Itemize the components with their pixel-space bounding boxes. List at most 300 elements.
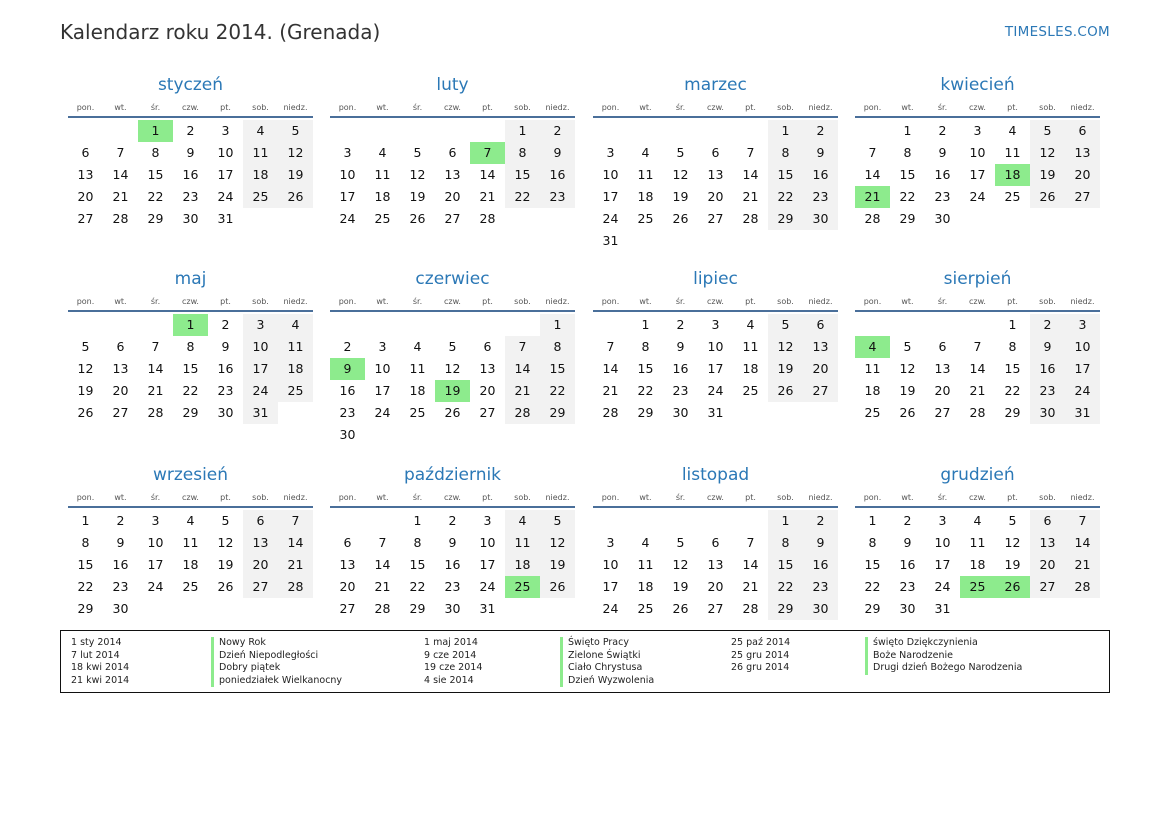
month-name: kwiecień [940, 75, 1015, 95]
calendar-day: 5 [1030, 120, 1065, 142]
calendar-day: 14 [742, 167, 759, 182]
calendar-day: 17 [969, 167, 986, 182]
calendar-day: 11 [374, 167, 391, 182]
calendar-day: 27 [707, 601, 724, 616]
calendar-day: 10 [479, 535, 496, 550]
calendar-day: 21 [602, 383, 619, 398]
calendar-day: 23 [803, 186, 838, 208]
calendar-day: 7 [746, 535, 755, 550]
calendar-day: 15 [147, 167, 164, 182]
month-block [68, 269, 313, 449]
calendar-day: 11 [864, 361, 881, 376]
calendar-day: 22 [768, 186, 803, 208]
weekday-label: śr. [150, 297, 161, 306]
weekday-label: niedz. [545, 297, 570, 306]
legend-date: 9 cze 2014 [424, 649, 477, 661]
calendar-day: 4 [1008, 123, 1017, 138]
weekday-label: niedz. [283, 493, 308, 502]
calendar-day: 31 [707, 405, 724, 420]
calendar-day: 10 [217, 145, 234, 160]
weekday-label: pon. [601, 297, 620, 306]
calendar-day: 8 [768, 532, 803, 554]
calendar-day: 9 [448, 535, 457, 550]
weekday-label: czw. [969, 103, 986, 112]
calendar-day: 6 [803, 314, 838, 336]
weekday-label: czw. [182, 297, 199, 306]
calendar-day: 4 [378, 145, 387, 160]
calendar-day: 13 [707, 557, 724, 572]
calendar-day: 7 [278, 510, 313, 532]
calendar-day: 30 [672, 405, 689, 420]
calendar-day: 11 [637, 167, 654, 182]
calendar-day: 13 [77, 167, 94, 182]
calendar-day: 3 [606, 535, 615, 550]
calendar-day: 29 [864, 601, 881, 616]
calendar-day: 18 [637, 579, 654, 594]
calendar-day: 1 [768, 120, 803, 142]
holiday-day: 25 [960, 576, 995, 598]
calendar-day: 1 [505, 120, 540, 142]
calendar-day: 28 [147, 405, 164, 420]
weekday-label: wt. [376, 493, 389, 502]
weekday-label: czw. [707, 297, 724, 306]
weekday-label: pon. [863, 103, 882, 112]
calendar-day: 17 [479, 557, 496, 572]
calendar-day: 17 [339, 189, 356, 204]
calendar-day: 20 [803, 358, 838, 380]
legend-date: 1 maj 2014 [424, 637, 478, 648]
month-block [855, 465, 1100, 645]
calendar-day: 3 [938, 513, 947, 528]
calendar-day: 2 [116, 513, 125, 528]
calendar-day: 7 [1065, 510, 1100, 532]
calendar-day: 20 [1065, 164, 1100, 186]
legend-names [560, 637, 654, 687]
weekday-label: sob. [252, 297, 269, 306]
weekday-label: pt. [482, 493, 493, 502]
calendar-day: 12 [672, 557, 689, 572]
calendar-day: 24 [147, 579, 164, 594]
calendar-day: 30 [803, 208, 838, 230]
calendar-day: 30 [803, 598, 838, 620]
calendar-day: 10 [339, 167, 356, 182]
calendar-day: 18 [969, 557, 986, 572]
legend-date: 25 paź 2014 [731, 637, 791, 648]
calendar-day: 19 [540, 554, 575, 576]
month-block [855, 269, 1100, 449]
calendar-day: 24 [374, 405, 391, 420]
calendar-day: 15 [864, 557, 881, 572]
calendar-day: 14 [864, 167, 881, 182]
calendar-day: 8 [186, 339, 195, 354]
calendar-day: 12 [899, 361, 916, 376]
calendar-day: 27 [479, 405, 496, 420]
calendar-day: 23 [182, 189, 199, 204]
weekday-label: pt. [482, 297, 493, 306]
calendar-day: 31 [217, 211, 234, 226]
calendar-day: 23 [934, 189, 951, 204]
calendar-day: 9 [540, 142, 575, 164]
calendar-day: 26 [278, 186, 313, 208]
holiday-day: 19 [435, 380, 470, 402]
calendar-day: 15 [182, 361, 199, 376]
calendar-day: 16 [672, 361, 689, 376]
month-block [593, 465, 838, 645]
calendar-day: 14 [969, 361, 986, 376]
calendar-day: 10 [374, 361, 391, 376]
holiday-day: 26 [995, 576, 1030, 598]
legend-holiday-name: Ciało Chrystusa [560, 662, 654, 675]
calendar-day: 1 [81, 513, 90, 528]
calendar-day: 1 [1008, 317, 1017, 332]
weekday-label: pt. [1007, 297, 1018, 306]
calendar-day: 17 [147, 557, 164, 572]
calendar-day: 23 [672, 383, 689, 398]
holiday-day: 1 [138, 120, 173, 142]
calendar-day: 19 [278, 164, 313, 186]
calendar-day: 20 [444, 189, 461, 204]
calendar-day: 3 [243, 314, 278, 336]
calendar-day: 15 [768, 164, 803, 186]
weekday-label: niedz. [1070, 493, 1095, 502]
site-link[interactable]: TIMESLES.COM [1004, 24, 1110, 40]
legend-holiday-name: Święto Pracy [560, 637, 654, 650]
calendar-day: 16 [934, 167, 951, 182]
weekday-label: sob. [1039, 297, 1056, 306]
calendar-day: 5 [413, 145, 422, 160]
calendar-day: 22 [768, 576, 803, 598]
calendar-day: 22 [540, 380, 575, 402]
calendar-day: 3 [483, 513, 492, 528]
calendar-day: 15 [505, 164, 540, 186]
calendar-day: 9 [116, 535, 125, 550]
calendar-day: 2 [1030, 314, 1065, 336]
legend-date: 18 kwi 2014 [71, 662, 130, 673]
calendar-day: 15 [768, 554, 803, 576]
calendar-day: 23 [217, 383, 234, 398]
weekday-label: niedz. [808, 297, 833, 306]
calendar-day: 28 [742, 601, 759, 616]
calendar-day: 17 [707, 361, 724, 376]
calendar-day: 26 [217, 579, 234, 594]
calendar-day: 20 [934, 383, 951, 398]
weekday-label: pon. [76, 297, 95, 306]
month-divider [855, 506, 1100, 508]
calendar-day: 15 [899, 167, 916, 182]
weekday-label: pon. [863, 493, 882, 502]
calendar-day: 30 [899, 601, 916, 616]
calendar-day: 19 [409, 189, 426, 204]
calendar-day: 26 [77, 405, 94, 420]
calendar-day: 18 [182, 557, 199, 572]
calendar-day: 18 [505, 554, 540, 576]
calendar-day: 8 [768, 142, 803, 164]
calendar-day: 18 [374, 189, 391, 204]
calendar-day: 21 [479, 189, 496, 204]
calendar-day: 26 [672, 211, 689, 226]
month-divider [68, 116, 313, 118]
calendar-day: 10 [934, 535, 951, 550]
calendar-day: 8 [540, 336, 575, 358]
calendar-day: 18 [864, 383, 881, 398]
calendar-day: 4 [641, 145, 650, 160]
month-name: wrzesień [152, 465, 229, 485]
calendar-day: 22 [1004, 383, 1021, 398]
calendar-day: 20 [479, 383, 496, 398]
weekday-label: niedz. [1070, 103, 1095, 112]
calendar-day: 27 [112, 405, 129, 420]
weekday-label: wt. [639, 493, 652, 502]
weekday-label: sob. [514, 297, 531, 306]
calendar-day: 9 [221, 339, 230, 354]
calendar-day: 27 [1065, 186, 1100, 208]
weekday-label: sob. [777, 103, 794, 112]
weekday-label: pon. [601, 493, 620, 502]
weekday-label: wt. [376, 103, 389, 112]
calendar-day: 27 [707, 211, 724, 226]
calendar-day: 16 [339, 383, 356, 398]
calendar-day: 21 [278, 554, 313, 576]
weekday-label: wt. [114, 103, 127, 112]
calendar-day: 2 [343, 339, 352, 354]
calendar-day: 6 [448, 145, 457, 160]
calendar-day: 31 [243, 402, 278, 424]
weekday-label: czw. [444, 493, 461, 502]
calendar-day: 16 [803, 554, 838, 576]
calendar-day: 30 [112, 601, 129, 616]
calendar-day: 2 [448, 513, 457, 528]
month-name: czerwiec [415, 269, 490, 289]
calendar-day: 28 [278, 576, 313, 598]
calendar-day: 12 [768, 336, 803, 358]
calendar-day: 19 [768, 358, 803, 380]
weekday-label: niedz. [1070, 297, 1095, 306]
calendar-day: 24 [707, 383, 724, 398]
calendar-day: 30 [339, 427, 356, 442]
calendar-day: 5 [676, 535, 685, 550]
weekday-label: czw. [969, 493, 986, 502]
calendar-day: 11 [505, 532, 540, 554]
calendar-day: 21 [112, 189, 129, 204]
calendar-day: 24 [217, 189, 234, 204]
calendar-day: 23 [112, 579, 129, 594]
calendar-day: 14 [1065, 532, 1100, 554]
calendar-day: 28 [374, 601, 391, 616]
calendar-day: 28 [1065, 576, 1100, 598]
holiday-day: 9 [330, 358, 365, 380]
calendar-day: 8 [1008, 339, 1017, 354]
weekday-label: śr. [937, 297, 948, 306]
holiday-day: 25 [505, 576, 540, 598]
month-block [68, 465, 313, 645]
calendar-day: 21 [969, 383, 986, 398]
legend-holiday-name: Zielone Świątki [560, 650, 654, 663]
month-divider [330, 116, 575, 118]
calendar-day: 25 [742, 383, 759, 398]
calendar-day: 11 [969, 535, 986, 550]
legend-dates [424, 637, 482, 687]
calendar-day: 27 [444, 211, 461, 226]
weekday-label: pt. [482, 103, 493, 112]
calendar-day: 3 [151, 513, 160, 528]
calendar-day: 15 [409, 557, 426, 572]
calendar-day: 4 [973, 513, 982, 528]
calendar-day: 13 [1030, 532, 1065, 554]
weekday-label: niedz. [283, 103, 308, 112]
calendar-day: 2 [803, 510, 838, 532]
calendar-day: 21 [1065, 554, 1100, 576]
calendar-day: 2 [676, 317, 685, 332]
legend-holiday-name: święto Dziękczynienia [865, 637, 1022, 650]
calendar-day: 4 [278, 314, 313, 336]
calendar-day: 21 [742, 579, 759, 594]
calendar-day: 17 [602, 189, 619, 204]
calendar-day: 27 [1030, 576, 1065, 598]
calendar-day: 7 [116, 145, 125, 160]
calendar-day: 22 [147, 189, 164, 204]
calendar-day: 6 [1030, 510, 1065, 532]
calendar-day: 7 [505, 336, 540, 358]
calendar-day: 10 [243, 336, 278, 358]
calendar-day: 1 [641, 317, 650, 332]
calendar-day: 18 [278, 358, 313, 380]
month-block [330, 269, 575, 449]
holiday-day: 21 [855, 186, 890, 208]
calendar-day: 25 [637, 211, 654, 226]
calendar-day: 9 [676, 339, 685, 354]
calendar-day: 13 [1065, 142, 1100, 164]
calendar-day: 26 [444, 405, 461, 420]
calendar-day: 19 [672, 189, 689, 204]
weekday-label: czw. [707, 493, 724, 502]
calendar-day: 14 [742, 557, 759, 572]
weekday-label: wt. [901, 297, 914, 306]
calendar-day: 6 [483, 339, 492, 354]
holiday-legend [60, 630, 1110, 693]
calendar-day: 24 [339, 211, 356, 226]
calendar-day: 22 [77, 579, 94, 594]
month-divider [593, 116, 838, 118]
calendar-day: 6 [343, 535, 352, 550]
calendar-day: 17 [1065, 358, 1100, 380]
weekday-label: czw. [182, 493, 199, 502]
weekday-label: niedz. [283, 297, 308, 306]
calendar-day: 7 [746, 145, 755, 160]
legend-date: 25 gru 2014 [731, 649, 790, 661]
calendar-day: 5 [1008, 513, 1017, 528]
calendar-day: 15 [540, 358, 575, 380]
calendar-day: 28 [505, 402, 540, 424]
calendar-day: 13 [803, 336, 838, 358]
calendar-day: 29 [77, 601, 94, 616]
calendar-day: 12 [1004, 535, 1021, 550]
month-block [68, 75, 313, 255]
calendar-day: 8 [868, 535, 877, 550]
calendar-day: 15 [1004, 361, 1021, 376]
calendar-day: 2 [221, 317, 230, 332]
weekday-label: pt. [745, 297, 756, 306]
calendar-day: 25 [409, 405, 426, 420]
weekday-label: pon. [76, 493, 95, 502]
calendar-day: 5 [448, 339, 457, 354]
legend-date: 4 sie 2014 [424, 674, 474, 686]
weekday-label: czw. [707, 103, 724, 112]
calendar-day: 23 [899, 579, 916, 594]
holiday-day: 4 [855, 336, 890, 358]
legend-holiday-name: Dzień Niepodległości [211, 650, 342, 663]
calendar-day: 8 [413, 535, 422, 550]
calendar-day: 2 [540, 120, 575, 142]
holiday-day: 18 [995, 164, 1030, 186]
calendar-day: 24 [602, 601, 619, 616]
calendar-day: 1 [540, 314, 575, 336]
calendar-day: 17 [243, 358, 278, 380]
weekday-label: pt. [220, 297, 231, 306]
calendar-day: 2 [903, 513, 912, 528]
calendar-day: 5 [768, 314, 803, 336]
weekday-label: niedz. [808, 103, 833, 112]
legend-holiday-name: Dobry piątek [211, 662, 342, 675]
calendar-day: 6 [1065, 120, 1100, 142]
month-name: październik [403, 465, 502, 485]
calendar-day: 27 [243, 576, 278, 598]
calendar-day: 19 [1030, 164, 1065, 186]
calendar-day: 26 [409, 211, 426, 226]
calendar-day: 3 [343, 145, 352, 160]
calendar-day: 16 [540, 164, 575, 186]
weekday-label: wt. [901, 493, 914, 502]
month-name: styczeń [157, 75, 224, 95]
calendar-day: 16 [1030, 358, 1065, 380]
calendar-day: 1 [768, 510, 803, 532]
calendar-day: 5 [676, 145, 685, 160]
calendar-day: 6 [938, 339, 947, 354]
weekday-label: śr. [675, 493, 686, 502]
calendar-day: 27 [803, 380, 838, 402]
calendar-day: 12 [409, 167, 426, 182]
weekday-label: wt. [114, 297, 127, 306]
weekday-label: śr. [937, 103, 948, 112]
calendar-day: 25 [243, 186, 278, 208]
legend-names [865, 637, 1022, 675]
calendar-day: 6 [81, 145, 90, 160]
calendar-day: 3 [606, 145, 615, 160]
weekday-label: śr. [412, 297, 423, 306]
calendar-day: 5 [81, 339, 90, 354]
calendar-day: 15 [77, 557, 94, 572]
calendar-day: 19 [1004, 557, 1021, 572]
calendar-day: 17 [217, 167, 234, 182]
legend-holiday-name: Dzień Wyzwolenia [560, 675, 654, 688]
calendar-day: 14 [147, 361, 164, 376]
calendar-day: 19 [899, 383, 916, 398]
calendar-day: 30 [444, 601, 461, 616]
calendar-day: 22 [182, 383, 199, 398]
calendar-day: 6 [711, 145, 720, 160]
calendar-day: 22 [864, 579, 881, 594]
calendar-day: 20 [1030, 554, 1065, 576]
calendar-day: 19 [217, 557, 234, 572]
calendar-day: 22 [409, 579, 426, 594]
calendar-day: 19 [77, 383, 94, 398]
month-divider [593, 310, 838, 312]
calendar-day: 8 [151, 145, 160, 160]
calendar-day: 12 [217, 535, 234, 550]
calendar-day: 13 [444, 167, 461, 182]
calendar-day: 7 [378, 535, 387, 550]
calendar-day: 27 [339, 601, 356, 616]
calendar-day: 4 [746, 317, 755, 332]
